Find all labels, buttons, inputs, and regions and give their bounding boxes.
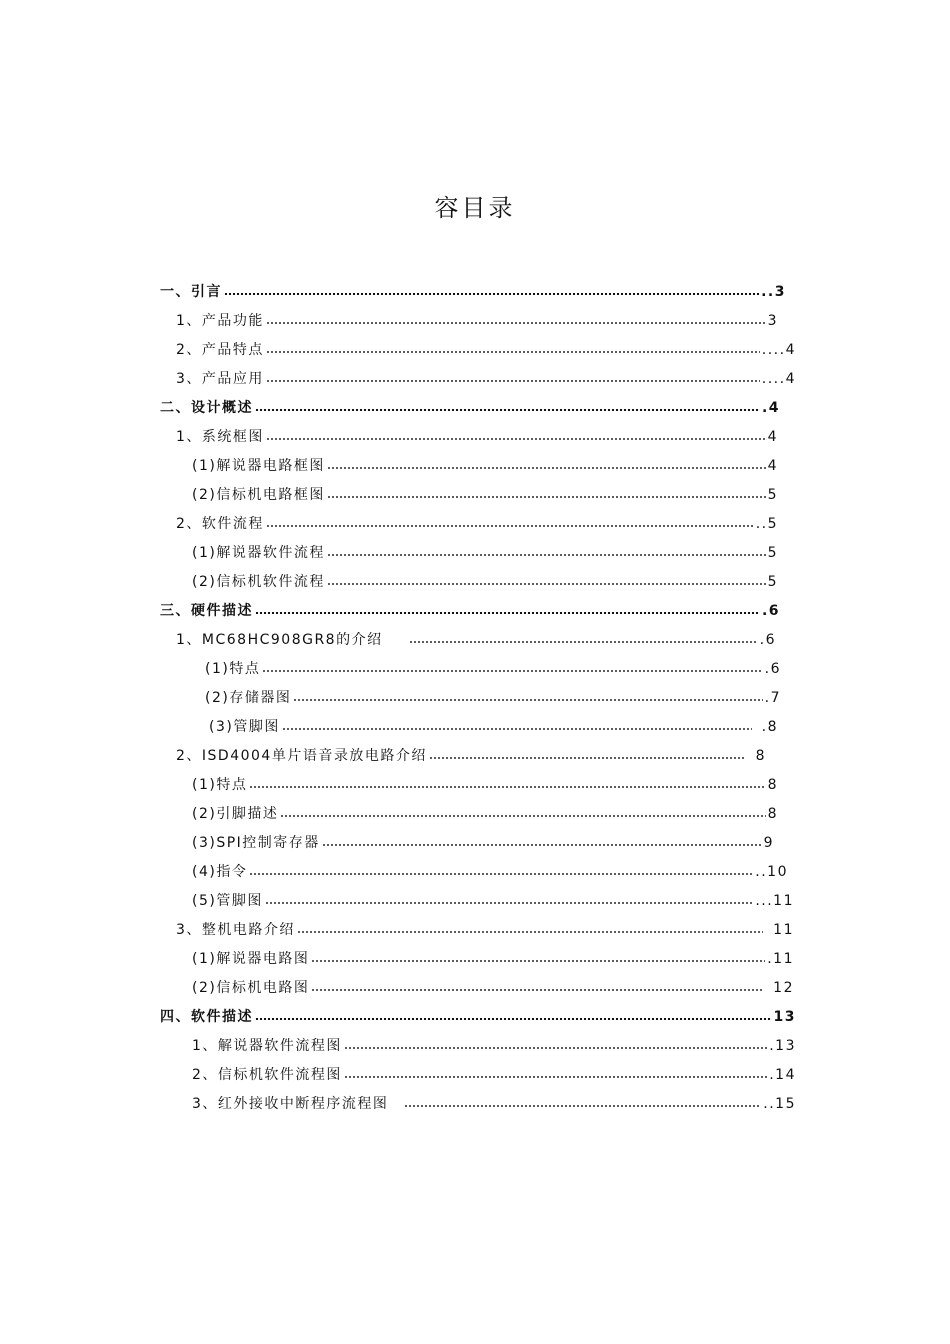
- toc-entry-page: ..10: [755, 864, 788, 880]
- dot-leader: [255, 1018, 772, 1020]
- toc-entry-page: 4: [767, 458, 778, 474]
- toc-entry-page: .14: [769, 1067, 796, 1083]
- toc-entry-page: .7: [764, 690, 781, 706]
- dot-leader: [266, 351, 760, 353]
- toc-entry[interactable]: [192, 1032, 796, 1061]
- toc-entry-text: 2、ISD4004单片语音录放电路介绍: [176, 748, 427, 764]
- dot-leader: [249, 873, 753, 875]
- toc-entry-page: .6: [764, 661, 781, 677]
- toc-entry-text: (1)解说器电路框图: [192, 458, 325, 474]
- dot-leader: [280, 815, 765, 817]
- dot-leader: [293, 699, 762, 701]
- toc-entry[interactable]: [192, 829, 774, 858]
- toc-entry[interactable]: [176, 423, 778, 452]
- toc-entry-text: 2、产品特点: [176, 342, 264, 358]
- toc-entry-page: 11: [773, 922, 794, 938]
- toc-entry-text: 2、信标机软件流程图: [192, 1067, 342, 1083]
- toc-entry[interactable]: [176, 742, 766, 771]
- toc-entry[interactable]: [192, 539, 778, 568]
- dot-leader: [262, 670, 762, 672]
- toc-entry-page: ..15: [763, 1096, 796, 1112]
- toc-entry[interactable]: [192, 974, 794, 1003]
- dot-leader: [404, 1105, 761, 1107]
- toc-entry-page: 5: [767, 487, 778, 503]
- dot-leader: [311, 960, 765, 962]
- toc-entry[interactable]: [205, 684, 781, 713]
- dot-leader: [327, 467, 766, 469]
- toc-entry[interactable]: [176, 626, 776, 655]
- toc-entry-page: .4: [761, 400, 780, 416]
- toc-entry[interactable]: [192, 945, 794, 974]
- toc-entry-text: 四、软件描述: [160, 1009, 253, 1025]
- toc-entry[interactable]: [192, 858, 788, 887]
- toc-entry-text: (1)解说器电路图: [192, 951, 310, 967]
- toc-entry[interactable]: [209, 713, 778, 742]
- toc-entry-text: 二、设计概述: [160, 400, 253, 416]
- dot-leader: [266, 525, 754, 527]
- toc-entry-page: .6: [761, 603, 780, 619]
- toc-entry-page: 8: [755, 748, 766, 764]
- toc-entry-page: 5: [767, 574, 778, 590]
- toc-entry[interactable]: [192, 800, 778, 829]
- toc-entry-text: 1、系统框图: [176, 429, 264, 445]
- toc-entry-text: 3、整机电路介绍: [176, 922, 295, 938]
- toc-entry-text: (3)SPI控制寄存器: [192, 835, 320, 851]
- toc-entry[interactable]: [176, 510, 778, 539]
- toc-entry[interactable]: [205, 655, 781, 684]
- dot-leader: [322, 844, 762, 846]
- toc-entry-text: (3)管脚图: [209, 719, 280, 735]
- toc-entry-page: ...11: [755, 893, 794, 909]
- toc-entry[interactable]: [160, 597, 780, 626]
- toc-entry-page: 9: [763, 835, 774, 851]
- toc-entry-page: .6: [759, 632, 776, 648]
- dot-leader: [344, 1047, 767, 1049]
- dot-leader: [266, 380, 760, 382]
- dot-leader: [255, 612, 760, 614]
- toc-entry[interactable]: [160, 1003, 796, 1032]
- dot-leader: [344, 1076, 767, 1078]
- toc-entry[interactable]: [192, 1090, 796, 1119]
- page-title: 容目录: [434, 194, 516, 222]
- toc-entry[interactable]: [192, 481, 778, 510]
- toc-entry-text: (2)存储器图: [205, 690, 292, 706]
- toc-entry-text: (1)特点: [205, 661, 261, 677]
- toc-entry[interactable]: [192, 887, 794, 916]
- toc-entry-text: (2)引脚描述: [192, 806, 279, 822]
- toc-entry-text: 一、引言: [160, 284, 222, 300]
- toc-entry[interactable]: [192, 452, 778, 481]
- dot-leader: [327, 583, 766, 585]
- toc-entry-text: (2)信标机电路框图: [192, 487, 325, 503]
- toc-entry[interactable]: [192, 568, 778, 597]
- dot-leader: [265, 902, 753, 904]
- toc-entry-text: 三、硬件描述: [160, 603, 253, 619]
- toc-entry-page: ..5: [755, 516, 778, 532]
- toc-entry-text: (1)特点: [192, 777, 248, 793]
- toc-entry[interactable]: [160, 394, 780, 423]
- toc-entry-page: 8: [767, 806, 778, 822]
- toc-entry-page: ....4: [761, 342, 796, 358]
- dot-leader: [266, 322, 766, 324]
- toc-entry-text: 2、软件流程: [176, 516, 264, 532]
- dot-leader: [327, 554, 766, 556]
- toc-entry[interactable]: [192, 1061, 796, 1090]
- toc-entry-text: 1、产品功能: [176, 313, 264, 329]
- toc-entry[interactable]: [192, 771, 778, 800]
- dot-leader: [266, 438, 766, 440]
- toc-entry-text: (4)指令: [192, 864, 248, 880]
- dot-leader: [297, 931, 763, 933]
- toc-entry[interactable]: [176, 307, 778, 336]
- toc-entry-page: .8: [761, 719, 778, 735]
- toc-entry-page: 8: [767, 777, 778, 793]
- toc-entry[interactable]: [176, 365, 796, 394]
- dot-leader: [249, 786, 765, 788]
- dot-leader: [429, 757, 746, 759]
- dot-leader: [224, 293, 759, 295]
- toc-entry-text: 3、红外接收中断程序流程图: [192, 1096, 389, 1112]
- toc-entry-page: .11: [767, 951, 794, 967]
- toc-entry-text: 1、解说器软件流程图: [192, 1038, 342, 1054]
- toc-entry-text: (1)解说器软件流程: [192, 545, 325, 561]
- toc-entry-text: 3、产品应用: [176, 371, 264, 387]
- toc-entry[interactable]: [176, 336, 796, 365]
- dot-leader: [409, 641, 758, 643]
- dot-leader: [311, 989, 763, 991]
- toc-entry-page: .13: [769, 1038, 796, 1054]
- toc-entry-page: 4: [767, 429, 778, 445]
- toc-entry-page: ..3: [761, 284, 786, 300]
- toc-entry-page: 3: [767, 313, 778, 329]
- toc-entry[interactable]: [176, 916, 794, 945]
- toc-entry-text: 1、MC68HC908GR8的介绍: [176, 632, 383, 648]
- dot-leader: [255, 409, 760, 411]
- dot-leader: [327, 496, 766, 498]
- toc-entry-page: 13: [773, 1009, 796, 1025]
- toc-entry-page: 12: [773, 980, 794, 996]
- toc-entry[interactable]: [160, 278, 786, 307]
- toc-entry-page: 5: [767, 545, 778, 561]
- toc-entry-page: ....4: [761, 371, 796, 387]
- dot-leader: [282, 728, 752, 730]
- toc-entry-text: (5)管脚图: [192, 893, 263, 909]
- toc-entry-text: (2)信标机软件流程: [192, 574, 325, 590]
- toc-entry-text: (2)信标机电路图: [192, 980, 310, 996]
